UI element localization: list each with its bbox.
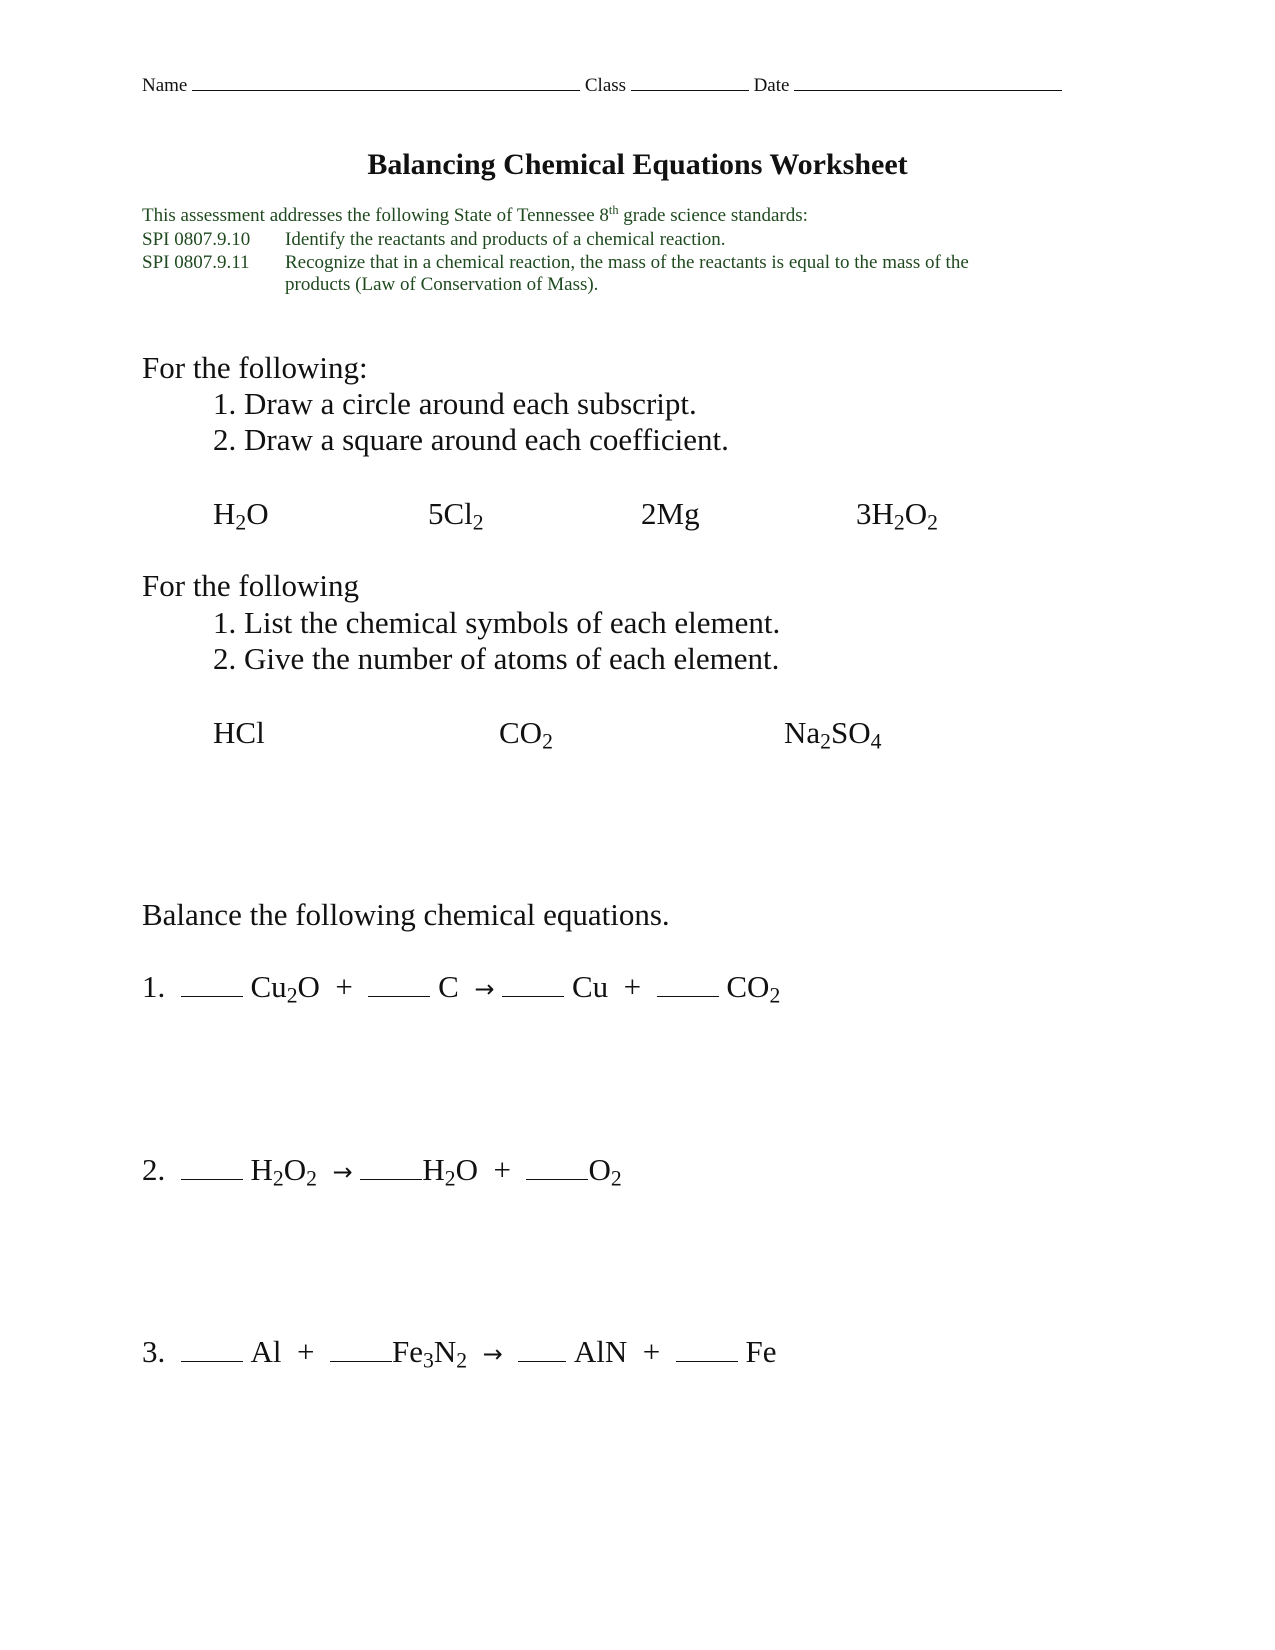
- section2-step: 2. Give the number of atoms of each element.: [213, 641, 780, 676]
- formula-5cl2: $5Cl_2$: [428, 496, 484, 535]
- section1-step: 1. Draw a circle around each subscript.: [213, 386, 697, 421]
- standards-intro-tail: grade science standards:: [618, 205, 808, 226]
- arrow-icon: →: [474, 975, 495, 1003]
- coefficient-blank[interactable]: [181, 976, 243, 997]
- equation-1: 1. $Cu_2O + C \to Cu + CO_2$: [142, 969, 781, 1008]
- standard-text-continued: products (Law of Conservation of Mass).: [285, 274, 599, 295]
- name-blank[interactable]: [192, 76, 580, 91]
- header-line: [142, 75, 1062, 97]
- coefficient-blank[interactable]: [518, 1341, 566, 1362]
- coefficient-blank[interactable]: [330, 1341, 392, 1362]
- formula-h2o: $H_2O$: [213, 496, 269, 535]
- section2-heading: For the following: [142, 568, 359, 603]
- class-blank[interactable]: [631, 76, 749, 91]
- coefficient-blank[interactable]: [360, 1159, 422, 1180]
- coefficient-blank[interactable]: [368, 976, 430, 997]
- formula-na2so4: $Na_2SO_4$: [784, 715, 882, 754]
- standards-intro-text: This assessment addresses the following State of Tennessee 8: [142, 205, 609, 226]
- class-label: Class: [584, 75, 627, 96]
- section1-heading: For the following:: [142, 350, 368, 385]
- formula-2mg: 2Mg: [641, 496, 700, 531]
- standards-intro: [142, 205, 808, 227]
- coefficient-blank[interactable]: [657, 976, 719, 997]
- section1-step: 2. Draw a square around each coefficient.: [213, 422, 729, 457]
- standard-code: SPI 0807.9.10: [142, 229, 251, 250]
- page-title: Balancing Chemical Equations Worksheet: [367, 148, 908, 181]
- equation-number: 3.: [142, 1334, 166, 1369]
- formula-hcl: HCl: [213, 715, 265, 750]
- date-blank[interactable]: [794, 76, 1062, 91]
- coefficient-blank[interactable]: [526, 1159, 588, 1180]
- arrow-icon: →: [332, 1158, 353, 1186]
- equation-number: 1.: [142, 969, 166, 1004]
- coefficient-blank[interactable]: [181, 1159, 243, 1180]
- standard-text: Identify the reactants and products of a chemical reaction.: [285, 229, 726, 250]
- equation-number: 2.: [142, 1152, 166, 1187]
- equation-3: 3. $Al + Fe_3N_2$ → AlN + Fe: [142, 1334, 777, 1373]
- name-label: Name: [142, 75, 188, 96]
- standard-text: Recognize that in a chemical reaction, the mass of the reactants is equal to the mass of the: [285, 252, 969, 273]
- section2-step: 1. List the chemical symbols of each element.: [213, 605, 781, 640]
- equation-2: 2. $H_2O_2 \to H_2O + O_2$: [142, 1152, 622, 1191]
- section3-heading: Balance the following chemical equations.: [142, 897, 670, 932]
- formula-co2: $CO_2$: [499, 715, 553, 754]
- coefficient-blank[interactable]: [502, 976, 564, 997]
- date-label: Date: [753, 75, 790, 96]
- coefficient-blank[interactable]: [676, 1341, 738, 1362]
- standards-intro-sup: th: [608, 203, 619, 218]
- coefficient-blank[interactable]: [181, 1341, 243, 1362]
- standard-code: SPI 0807.9.11: [142, 252, 250, 273]
- formula-3h2o2: $3H_2O_2$: [856, 496, 938, 535]
- arrow-icon: →: [482, 1340, 503, 1368]
